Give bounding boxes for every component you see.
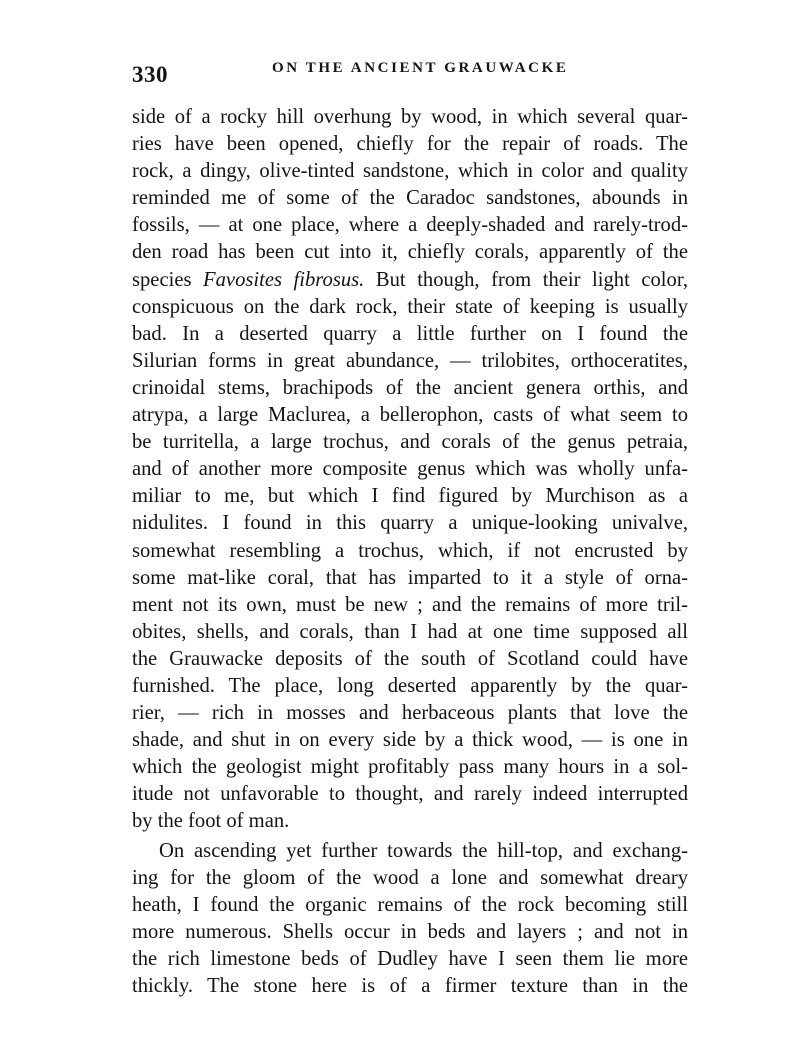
species-name: Favosites fibrosus. xyxy=(203,268,365,291)
text-line: some mat-like coral, that has imparted to it a style of orna- xyxy=(132,566,688,589)
text-segment: But though, from their light color, xyxy=(364,268,688,291)
text-line: heath, I found the organic remains of the rock becoming still xyxy=(132,893,688,916)
text-line: bad. In a deserted quarry a little further on I found the xyxy=(132,322,688,345)
text-line: reminded me of some of the Caradoc sandstones, abounds in xyxy=(132,187,688,210)
body-text xyxy=(132,104,688,1000)
text-line: somewhat resembling a trochus, which, if not encrusted by xyxy=(132,539,688,562)
text-line: miliar to me, but which I find figured by Murchison as a xyxy=(132,485,688,508)
text-line: furnished. The place, long deserted apparently by the quar- xyxy=(132,674,688,697)
running-title: ON THE ANCIENT GRAUWACKE xyxy=(272,60,569,76)
page-number: 330 xyxy=(132,62,168,87)
text-line: nidulites. I found in this quarry a unique-looking univalve, xyxy=(132,512,688,535)
text-line: be turritella, a large trochus, and corals of the genus petraia, xyxy=(132,431,688,454)
text-line: the rich limestone beds of Dudley have I seen them lie more xyxy=(132,947,688,970)
text-line: atrypa, a large Maclurea, a bellerophon, casts of what seem to xyxy=(132,404,688,427)
text-line: and of another more composite genus which was wholly unfa- xyxy=(132,458,688,481)
text-line: rier, — rich in mosses and herbaceous plants that love the xyxy=(132,702,688,725)
text-line: conspicuous on the dark rock, their state of keeping is usually xyxy=(132,295,688,318)
paragraph-1 xyxy=(132,104,688,836)
text-line: shade, and shut in on every side by a thick wood, — is one in xyxy=(132,729,688,752)
text-line: Silurian forms in great abundance, — trilobites, orthoceratites, xyxy=(132,349,688,372)
text-line: the Grauwacke deposits of the south of Scotland could have xyxy=(132,647,688,670)
text-line: fossils, — at one place, where a deeply-shaded and rarely-trod- xyxy=(132,214,688,237)
text-line: ment not its own, must be new ; and the remains of more tril- xyxy=(132,593,688,616)
text-line: On ascending yet further towards the hill-top, and exchang- xyxy=(159,839,688,862)
text-line: which the geologist might profitably pass many hours in a sol- xyxy=(132,756,688,779)
text-line: ing for the gloom of the wood a lone and somewhat dreary xyxy=(132,866,688,889)
text-line-with-italic xyxy=(132,267,688,294)
text-line: side of a rocky hill overhung by wood, in which several quar- xyxy=(132,106,688,128)
text-line: more numerous. Shells occur in beds and layers ; and not in xyxy=(132,920,688,943)
text-line: crinoidal stems, brachipods of the ancient genera orthis, and xyxy=(132,376,688,399)
text-line: obites, shells, and corals, than I had at one time supposed all xyxy=(132,620,688,643)
text-line: thickly. The stone here is of a firmer texture than in the xyxy=(132,975,688,997)
text-segment: species xyxy=(132,268,204,291)
text-line: ries have been opened, chiefly for the repair of roads. The xyxy=(132,133,688,156)
running-head xyxy=(132,58,688,88)
text-line: den road has been cut into it, chiefly corals, apparently of the xyxy=(132,241,688,264)
paragraph-2 xyxy=(132,838,688,1001)
text-line: rock, a dingy, olive-tinted sandstone, which in color and quality xyxy=(132,160,688,183)
text-line: itude not unfavorable to thought, and rarely indeed interrupted xyxy=(132,783,688,806)
text-line: by the foot of man. xyxy=(132,810,290,833)
